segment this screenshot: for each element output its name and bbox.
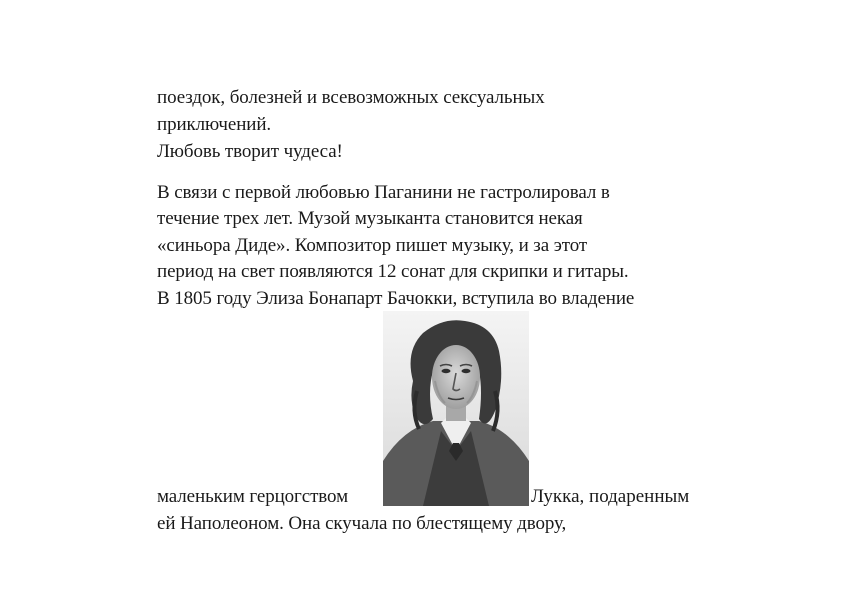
text-line: Лукка, подаренным <box>531 486 690 507</box>
text-line: период на свет появляются 12 сонат для скрипки и гитары. <box>157 261 629 282</box>
text-line: В 1805 году Элиза Бонапарт Бачокки, вступила во владение <box>157 288 635 309</box>
text-line: маленьким герцогством <box>157 486 348 507</box>
text-line: В связи с первой любовью Паганини не гастролировал в <box>157 182 610 203</box>
paganini-portrait-image <box>383 311 529 506</box>
text-line: ей Наполеоном. Она скучала по блестящему двору, <box>157 513 567 534</box>
text-line: течение трех лет. Музой музыканта становится некая <box>157 208 583 229</box>
text-line: поездок, болезней и всевозможных сексуальных <box>157 87 545 108</box>
text-line: «синьора Диде». Композитор пишет музыку, и за этот <box>157 235 588 256</box>
text-line: Любовь творит чудеса! <box>157 141 343 162</box>
text-line: приключений. <box>157 114 272 135</box>
